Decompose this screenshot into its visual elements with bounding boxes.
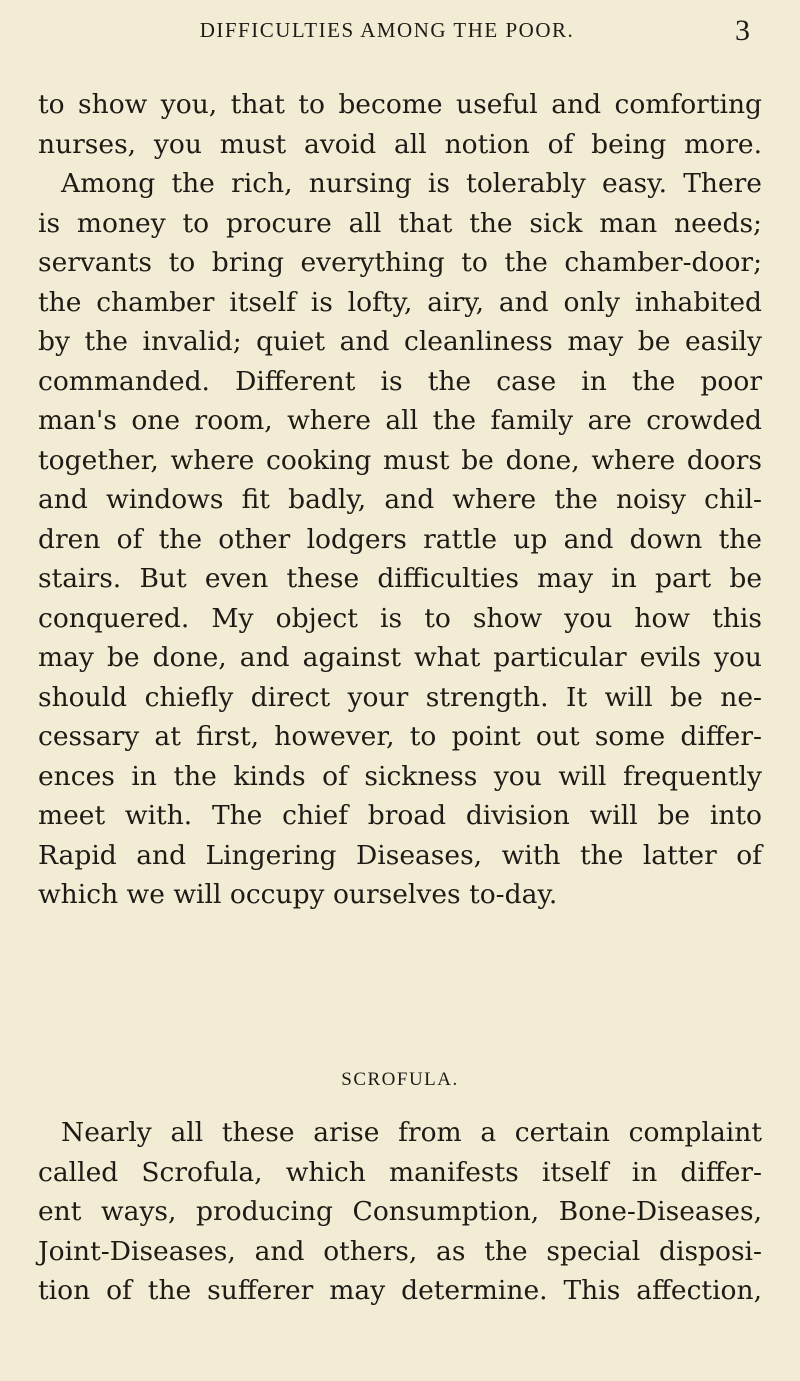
- text-line: Nearly all these arise from a certain complaint: [61, 1117, 762, 1148]
- text-line: Rapid and Lingering Diseases, with the latter of: [38, 839, 762, 871]
- text-line: tion of the sufferer may determine. This affection,: [38, 1275, 762, 1306]
- text-line: stairs. But even these difficulties may in part be: [38, 563, 762, 594]
- text-line: nurses, you must avoid all notion of being more.: [38, 128, 762, 160]
- text-line: servants to bring everything to the chamber-door;: [38, 247, 762, 278]
- text-line: to show you, that to become useful and comforting: [38, 89, 762, 120]
- text-line: cessary at first, however, to point out some differ-: [38, 721, 762, 752]
- text-line: and windows fit badly, and where the noisy chil-: [38, 484, 762, 515]
- paragraph-2: [38, 1113, 762, 1311]
- text-line: is money to procure all that the sick man needs;: [38, 207, 762, 239]
- text-line: the chamber itself is lofty, airy, and only inhabited: [38, 286, 762, 318]
- text-line: meet with. The chief broad division will be into: [38, 800, 762, 831]
- page-number: 3: [735, 14, 750, 47]
- text-line: ent ways, producing Consumption, Bone-Diseases,: [38, 1196, 762, 1227]
- text-line: together, where cooking must be done, where doors: [38, 444, 762, 476]
- text-line: by the invalid; quiet and cleanliness may be easily: [38, 326, 762, 357]
- text-line: called Scrofula, which manifests itself in differ-: [38, 1156, 762, 1188]
- text-line: may be done, and against what particular evils you: [38, 642, 762, 673]
- text-line: conquered. My object is to show you how this: [38, 602, 762, 634]
- text-line: dren of the other lodgers rattle up and down the: [38, 523, 762, 555]
- text-line: commanded. Different is the case in the poor: [38, 365, 762, 397]
- running-title: DIFFICULTIES AMONG THE POOR.: [199, 18, 575, 42]
- text-line: Among the rich, nursing is tolerably easy. There: [61, 168, 762, 199]
- text-line: man's one room, where all the family are crowded: [38, 405, 762, 436]
- text-line: Joint-Diseases, and others, as the special disposi-: [38, 1235, 762, 1267]
- text-line: should chiefly direct your strength. It will be ne-: [38, 681, 762, 713]
- text-line: ences in the kinds of sickness you will frequently: [38, 760, 762, 792]
- section-heading: SCROFULA.: [341, 1069, 459, 1090]
- text-line: which we will occupy ourselves to-day.: [38, 879, 558, 910]
- paragraph-1: [38, 85, 762, 915]
